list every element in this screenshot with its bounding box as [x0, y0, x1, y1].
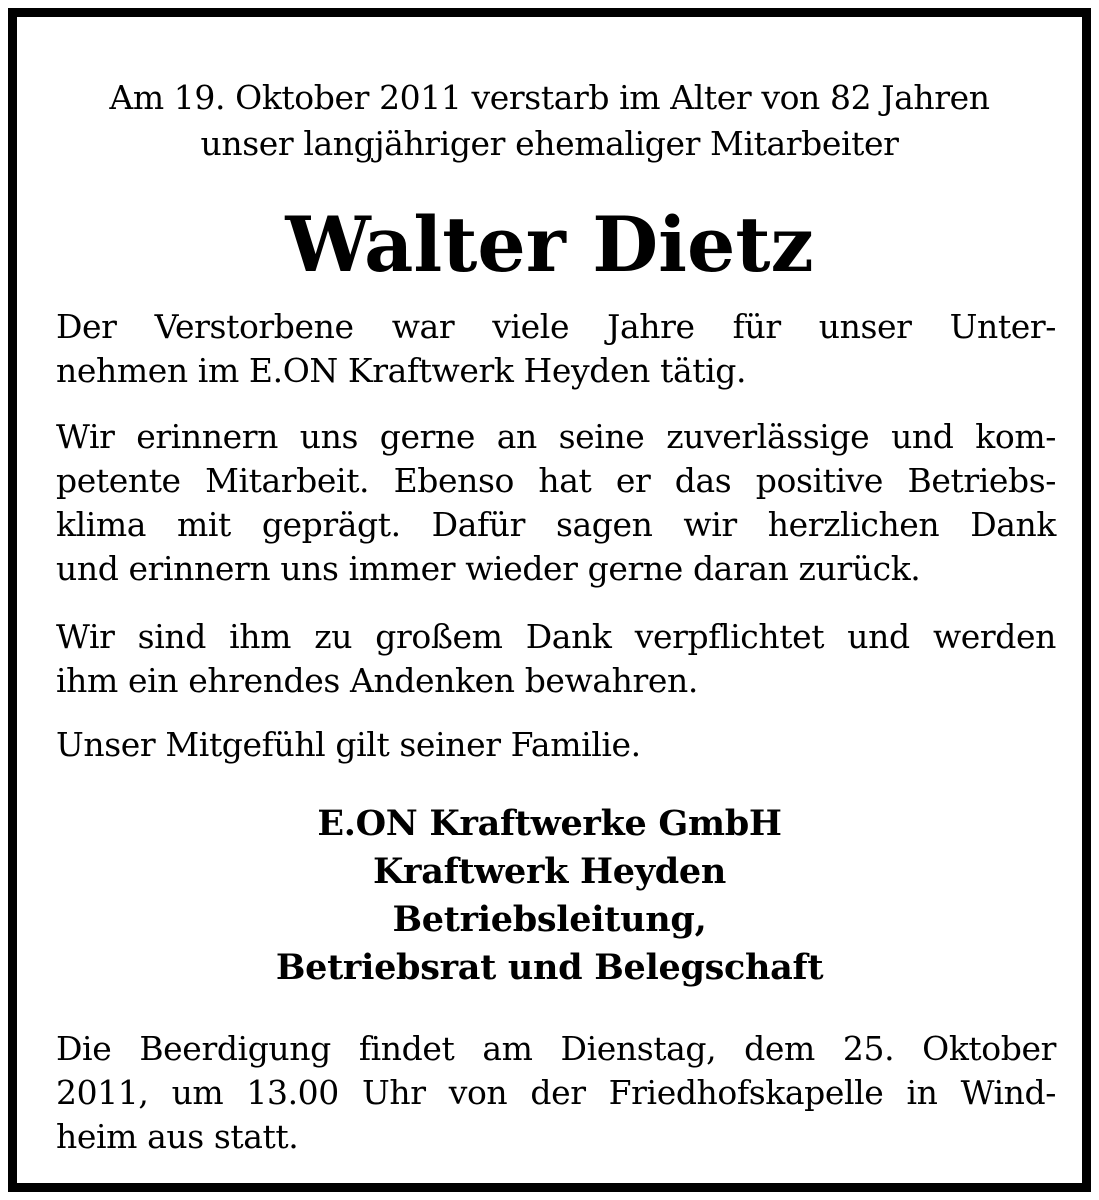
paragraph-line: Der Verstorbene war viele Jahre für unser Unter-	[56, 307, 1056, 346]
paragraph-line: und erinnern uns immer wieder gerne daran zurück.	[56, 549, 921, 588]
funeral-information	[56, 1027, 1056, 1159]
paragraph-condolence	[56, 723, 1056, 767]
paragraph-line: petente Mitarbeit. Ebenso hat er das positive Betriebs-	[56, 461, 1056, 500]
signature-management: Betriebsleitung,	[392, 899, 707, 940]
paragraph-tenure	[56, 305, 1056, 393]
paragraph-remembrance	[56, 415, 1056, 591]
signature-block	[17, 800, 1082, 992]
paragraph-line: klima mit geprägt. Dafür sagen wir herzlichen Dank	[56, 505, 1056, 544]
paragraph-gratitude	[56, 615, 1056, 703]
signature-plant: Kraftwerk Heyden	[372, 851, 727, 892]
intro-line-1: Am 19. Oktober 2011 verstarb im Alter von 82 Jahren	[109, 78, 990, 117]
funeral-line: heim aus statt.	[56, 1117, 299, 1156]
paragraph-line: Wir erinnern uns gerne an seine zuverlässige und kom-	[56, 417, 1056, 456]
funeral-line: Die Beerdigung findet am Dienstag, dem 25. Oktober	[56, 1029, 1056, 1068]
signature-company: E.ON Kraftwerke GmbH	[317, 803, 782, 844]
funeral-line: 2011, um 13.00 Uhr von der Friedhofskapelle in Wind-	[56, 1073, 1056, 1112]
paragraph-line: Wir sind ihm zu großem Dank verpflichtet und werden	[56, 617, 1056, 656]
paragraph-line: Unser Mitgefühl gilt seiner Familie.	[56, 725, 641, 764]
deceased-name: Walter Dietz	[285, 200, 814, 289]
paragraph-line: nehmen im E.ON Kraftwerk Heyden tätig.	[56, 351, 747, 390]
paragraph-line: ihm ein ehrendes Andenken bewahren.	[56, 661, 698, 700]
intro-line-2: unser langjähriger ehemaliger Mitarbeiter	[200, 124, 899, 163]
obituary-notice	[8, 8, 1091, 1192]
signature-staff: Betriebsrat und Belegschaft	[275, 947, 824, 988]
intro-text	[17, 75, 1082, 167]
